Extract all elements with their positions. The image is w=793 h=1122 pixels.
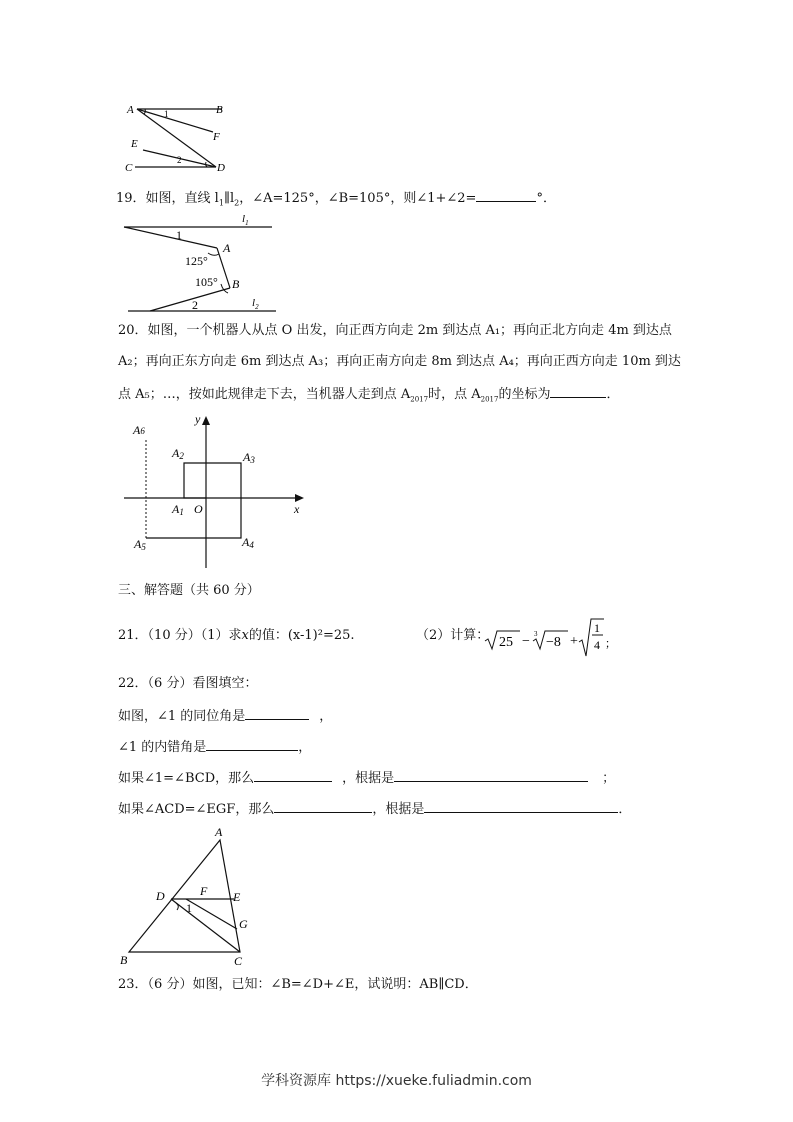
q19-number: 19． <box>116 191 146 206</box>
q21-part1 <box>118 627 355 645</box>
q19-sub1: 1 <box>218 198 224 208</box>
section-3-title: 三、解答题（共 60 分） <box>118 583 260 598</box>
q22-l3-b: ，根据是 <box>342 771 395 786</box>
angle-2-label: 2 <box>192 298 198 312</box>
label-E: E <box>233 890 241 904</box>
q22-l4-a: 如果∠ACD=∠EGF，那么 <box>118 802 275 817</box>
q22-blank-1[interactable] <box>245 706 309 720</box>
q22-l2-text: ∠1 的内错角是 <box>118 740 207 755</box>
q21-part2: （2）计算： <box>416 628 490 643</box>
q20-line3-c: 的坐标为 <box>498 387 551 402</box>
q22-line4 <box>118 799 631 819</box>
label-A: A <box>215 825 223 839</box>
fraction-numerator: 1 <box>594 621 600 635</box>
q21-variable: x <box>241 628 249 643</box>
angle-125-label: 125° <box>185 254 208 268</box>
label-A4: A4 <box>242 535 254 550</box>
q20-sub2: 2017 <box>480 395 499 404</box>
q19-text-b: ∥l <box>223 191 235 206</box>
q22-blank-5[interactable] <box>274 799 372 813</box>
footer-watermark: 学科资源库 https://xueke.fuliadmin.com <box>261 1073 532 1089</box>
q22-l4-b: ，根据是 <box>372 802 425 817</box>
label-l1: $l_1$ <box>242 213 249 227</box>
label-F: F <box>213 131 220 143</box>
q22-title: 22．（6 分）看图填空： <box>118 676 258 691</box>
q22-l1-text: 如图，∠1 的同位角是 <box>118 709 246 724</box>
label-G: G <box>239 917 248 931</box>
q19-text-a: 如图，直线 l <box>145 191 219 206</box>
q19-answer-blank[interactable] <box>476 188 536 202</box>
label-A2: A2 <box>172 446 184 461</box>
q21-part1-a: 21．（10 分）（1）求 <box>118 628 242 643</box>
q19-text-c: ，∠A=125°，∠B=105°，则∠1+∠2= <box>239 191 477 206</box>
q22-line2 <box>118 737 311 757</box>
plus-sign: + <box>570 634 578 649</box>
q21-expression <box>484 614 614 658</box>
angle-1-label: 1 <box>186 901 192 915</box>
angle-105-label: 105° <box>195 275 218 289</box>
angle-2-label: 2 <box>177 155 182 165</box>
q19-tail: °． <box>536 191 556 206</box>
q20-line3-a: 点 A₅；…，按如此规律走下去，当机器人走到点 A <box>118 387 411 402</box>
q20-line3 <box>118 384 619 409</box>
q23-text: 23．（6 分）如图，已知：∠B=∠D+∠E，试说明：AB∥CD． <box>118 977 478 992</box>
q22-l2-end: ， <box>298 740 312 755</box>
label-D: D <box>156 889 165 903</box>
figure-q20 <box>118 410 313 570</box>
figure-q22 <box>116 824 262 970</box>
q21-part1-b: 的值：(x-1)²=25. <box>248 628 355 643</box>
expr-end: ； <box>605 638 616 650</box>
q20-line3-end: ． <box>606 387 620 402</box>
label-A: A <box>223 241 231 255</box>
q20-line2: A₂；再向正东方向走 6m 到达点 A₃；再向正南方向走 8m 到达点 A₄；再向正西方向走 10m 到达 <box>118 354 681 369</box>
q22-line1 <box>118 706 332 726</box>
label-x: x <box>294 502 300 516</box>
label-D: D <box>217 162 225 174</box>
q22-line3 <box>118 768 615 788</box>
q22-l3-a: 如果∠1=∠BCD，那么 <box>118 771 255 786</box>
figure-q19 <box>120 208 282 318</box>
label-C: C <box>234 954 243 968</box>
q20-answer-blank[interactable] <box>550 384 606 398</box>
q22-l3-end: ； <box>602 771 616 786</box>
label-O: O <box>194 502 203 516</box>
q22-blank-2[interactable] <box>206 737 298 751</box>
q22-l4-end: ． <box>618 802 632 817</box>
q20-sub1: 2017 <box>410 395 429 404</box>
label-A1: A1 <box>172 502 184 517</box>
q22-l1-end: ， <box>319 709 333 724</box>
q22-blank-6[interactable] <box>424 799 618 813</box>
label-A5: A5 <box>134 537 146 552</box>
figure-q18 <box>115 98 235 176</box>
label-l2: $l_2$ <box>252 297 259 311</box>
label-C: C <box>125 162 133 174</box>
sqrt-25: 25 <box>499 635 513 650</box>
fraction-denominator: 4 <box>594 638 600 652</box>
label-B: B <box>232 277 240 291</box>
q22-blank-3[interactable] <box>254 768 332 782</box>
label-A6: A6 <box>133 423 145 437</box>
label-y: y <box>195 412 201 426</box>
q20-line3-b: 时，点 A <box>428 387 481 402</box>
label-A3: A3 <box>243 450 255 465</box>
label-E: E <box>131 138 138 150</box>
minus-sign: − <box>522 634 530 649</box>
label-B: B <box>120 953 128 967</box>
label-B: B <box>216 104 223 116</box>
angle-1-label: 1 <box>176 228 182 242</box>
label-A: A <box>127 104 134 116</box>
cube-root-neg8: −8 <box>546 635 561 650</box>
q22-blank-4[interactable] <box>394 768 588 782</box>
q19-sub2: 2 <box>234 198 240 208</box>
label-F: F <box>200 884 208 898</box>
angle-1-label: 1 <box>164 109 169 119</box>
q20-line1: 20．如图，一个机器人从点 O 出发，向正西方向走 2m 到达点 A₁；再向正北方向走 4m 到达点 <box>118 323 672 338</box>
cube-root-index: 3 <box>534 630 538 638</box>
